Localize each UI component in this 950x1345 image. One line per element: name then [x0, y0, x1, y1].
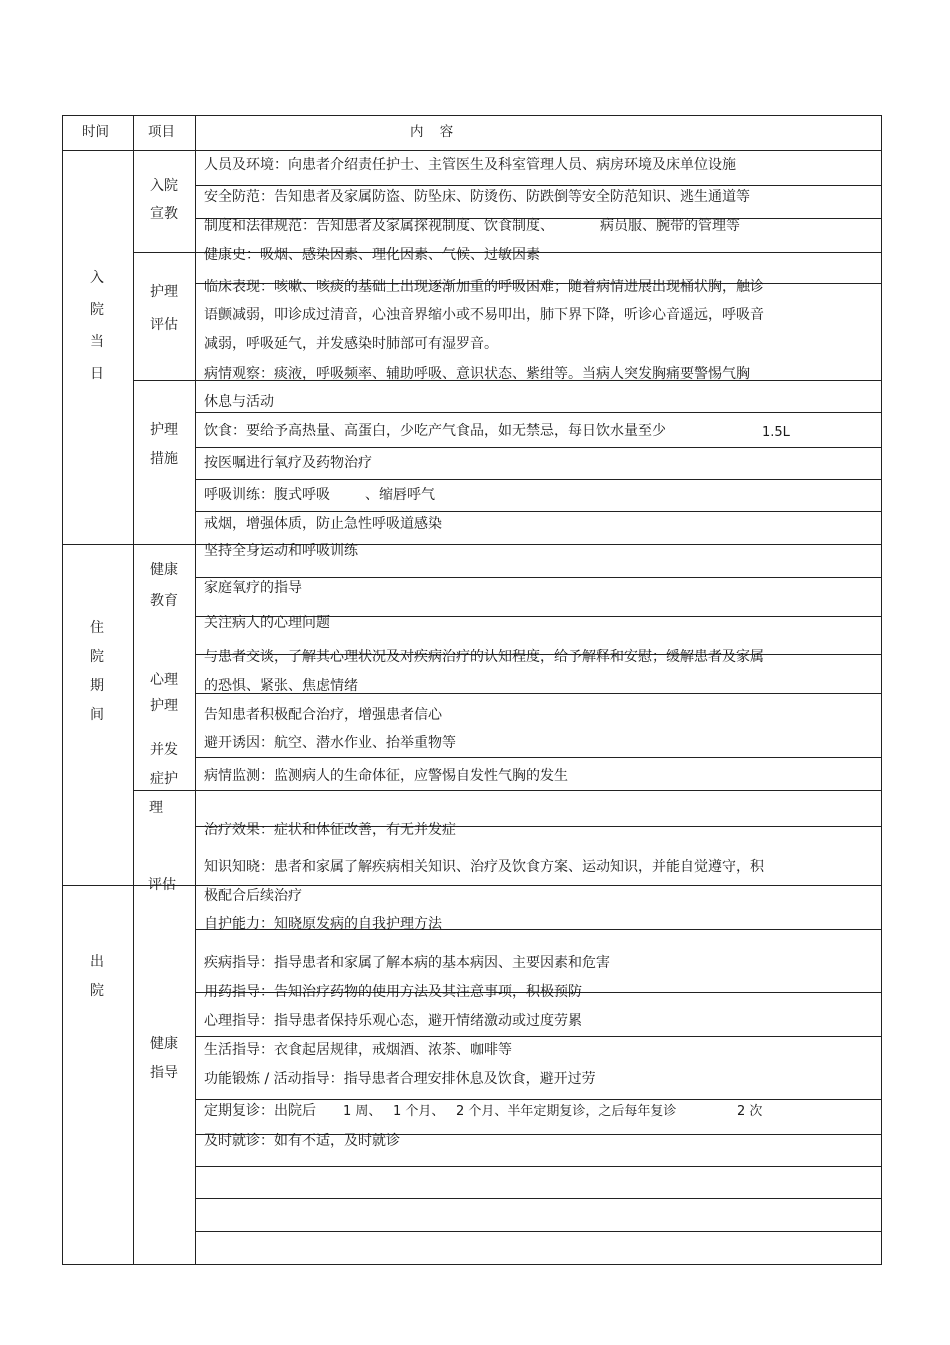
content-line: 2 个月、半年定期复诊，之后每年复诊 [456, 1104, 677, 1119]
content-line: 饮食：要给予高热量、高蛋白，少吃产气食品，如无禁忌，每日饮水量至少 [204, 423, 666, 439]
section-label-admission-day: 入 院 当 日 [90, 270, 104, 382]
row-rule [195, 1099, 882, 1100]
item-nursing-assessment: 护理 评估 [150, 284, 178, 333]
content-line: 1 个月、 [393, 1104, 445, 1119]
content-line: 告知患者积极配合治疗，增强患者信心 [204, 707, 442, 723]
row-rule [195, 479, 882, 480]
row-rule [195, 511, 882, 512]
content-line: 戒烟，增强体质，防止急性呼吸道感染 [204, 516, 442, 532]
table-border-right [881, 115, 882, 1264]
content-line: 休息与活动 [204, 394, 274, 410]
content-line: 病情观察：痰液，呼吸频率、辅助呼吸、意识状态、紫绀等。当病人突发胸痛要警惕气胸 [204, 366, 750, 382]
item-nursing-measures: 护理 措施 [150, 422, 178, 467]
content-line: 关注病人的心理问题 [204, 615, 330, 631]
content-line: 心理指导：指导患者保持乐观心态，避开情绪激动或过度劳累 [204, 1013, 582, 1029]
row-rule [195, 1231, 882, 1232]
content-line: 病情监测：监测病人的生命体征，应警惕自发性气胸的发生 [204, 768, 568, 784]
header-rule [62, 150, 882, 151]
table-border-bottom [62, 1264, 882, 1265]
section-rule [62, 885, 882, 886]
item-evaluation: 评估 [148, 877, 176, 893]
table-border-top [62, 115, 882, 116]
header-content: 内 容 [410, 124, 454, 140]
content-line: 减弱，呼吸延气，并发感染时肺部可有湿罗音。 [204, 336, 498, 352]
content-line: 功能锻炼 / 活动指导：指导患者合理安排休息及饮食，避开过劳 [204, 1071, 596, 1087]
row-rule [195, 185, 882, 186]
content-line: 临床表现：咳嗽、咳痰的基础上出现逐渐加重的呼吸困难；随着病情进展出现桶状胸，触诊 [204, 279, 764, 295]
content-line: 按医嘱进行氧疗及药物治疗 [204, 455, 372, 471]
header-item: 项目 [148, 124, 175, 140]
table-border-left [62, 115, 63, 1264]
row-rule [195, 757, 882, 758]
content-line: 1 周、 [343, 1104, 382, 1119]
row-rule [195, 447, 882, 448]
content-line: 呼吸训练：腹式呼吸 [204, 487, 330, 503]
section-label-hospital-stay: 住 院 期 间 [90, 620, 104, 723]
row-rule [195, 790, 882, 791]
content-line: 制度和法律规范：告知患者及家属探视制度、饮食制度、 [204, 218, 554, 234]
content-line: 极配合后续治疗 [204, 888, 302, 904]
content-line: 及时就诊：如有不适，及时就诊 [204, 1133, 400, 1149]
item-admission-education: 入院 宣教 [150, 178, 178, 222]
content-line: 、缩唇呼气 [365, 487, 435, 503]
item-complication-care: 并发 症护 理 [149, 742, 178, 816]
item-rule [133, 252, 195, 253]
content-line: 用药指导：告知治疗药物的使用方法及其注意事项，积极预防 [204, 984, 582, 1000]
content-line: 安全防范：告知患者及家属防盗、防坠床、防烫伤、防跌倒等安全防范知识、逃生通道等 [204, 189, 750, 205]
content-line: 语颤减弱，叩诊成过清音，心浊音界缩小或不易叩出，肺下界下降，听诊心音遥远，呼吸音 [204, 307, 764, 323]
row-rule [195, 577, 882, 578]
row-rule [195, 1198, 882, 1199]
item-health-guidance: 健康 指导 [150, 1036, 178, 1081]
item-rule [133, 380, 195, 381]
section-rule [62, 544, 882, 545]
item-psych-care: 心理 护理 [150, 672, 178, 714]
content-line: 避开诱因：航空、潜水作业、抬举重物等 [204, 735, 456, 751]
content-line: 生活指导：衣食起居规律，戒烟酒、浓茶、咖啡等 [204, 1042, 512, 1058]
content-line: 健康史：吸烟、感染因素、理化因素、气候、过敏因素 [204, 247, 540, 263]
content-line: 治疗效果：症状和体征改善，有无并发症 [204, 822, 456, 838]
content-line: 人员及环境：向患者介绍责任护士、主管医生及科室管理人员、病房环境及床单位设施 [204, 157, 736, 173]
row-rule [195, 1036, 882, 1037]
content-line: 家庭氧疗的指导 [204, 580, 302, 596]
content-line: 定期复诊：出院后 [204, 1103, 316, 1119]
content-line: 知识知晓：患者和家属了解疾病相关知识、治疗及饮食方案、运动知识，并能自觉遵守，积 [204, 859, 764, 875]
content-line: 疾病指导：指导患者和家属了解本病的基本病因、主要因素和危害 [204, 955, 610, 971]
content-line: 的恐惧、紧张、焦虑情绪 [204, 678, 358, 694]
row-rule [195, 412, 882, 413]
row-rule [195, 1166, 882, 1167]
table-divider-time [133, 115, 134, 1264]
table-divider-item [195, 115, 196, 1264]
content-line: 与患者交谈，了解其心理状况及对疾病治疗的认知程度，给予解释和安慰；缓解患者及家属 [204, 649, 764, 665]
content-line: 自护能力：知晓原发病的自我护理方法 [204, 916, 442, 932]
content-line: 1.5L [762, 425, 790, 440]
header-time: 时间 [82, 124, 109, 140]
content-line: 病员服、腕带的管理等 [600, 218, 740, 234]
section-label-discharge: 出 院 [90, 954, 104, 999]
content-line: 2 次 [737, 1104, 763, 1119]
item-health-education: 健康 教育 [150, 562, 178, 609]
content-line: 坚持全身运动和呼吸训练 [204, 543, 358, 559]
